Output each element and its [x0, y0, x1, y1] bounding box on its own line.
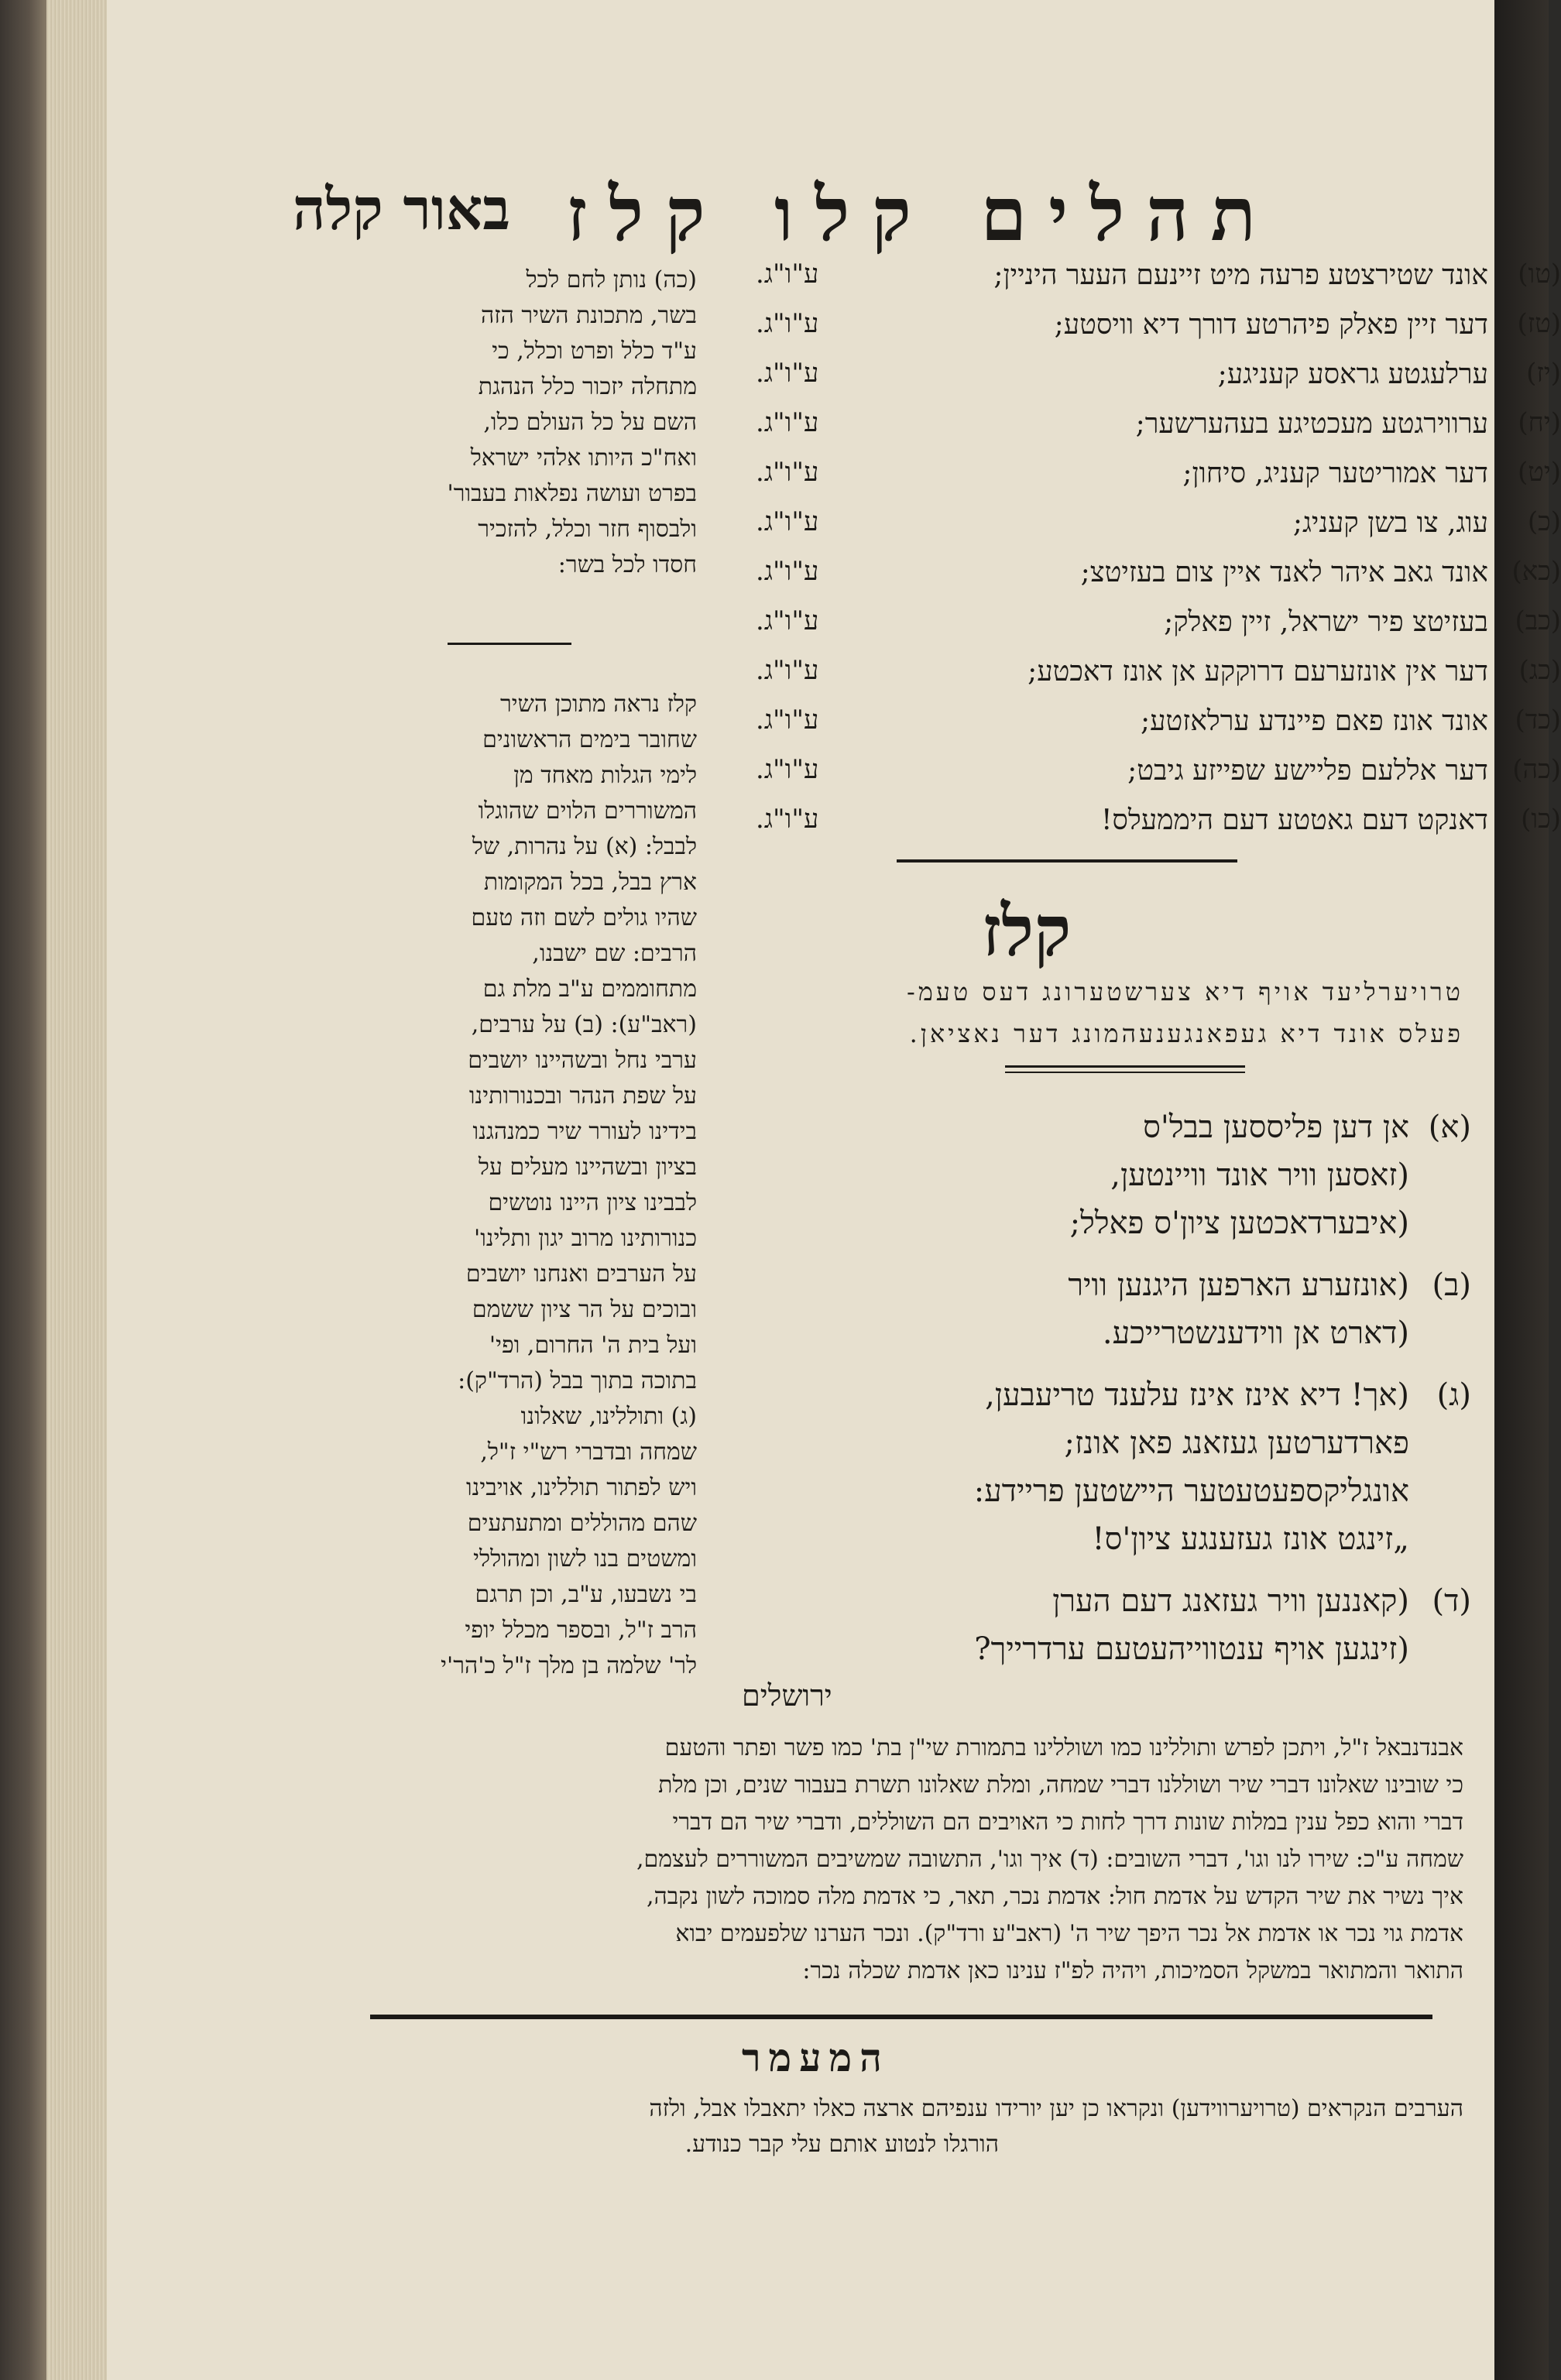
verse-row — [756, 506, 1561, 550]
commentary-footer-line: שמחה ע"כ: שירו לנו וגו', דברי השובים: (ד) איך וגו', התשובה שמשיבים המשוררים לעצמם, — [636, 1846, 1463, 1873]
commentary-line: בשר, מתכונת השיר הזה — [480, 302, 697, 329]
book-binding-edge — [0, 0, 48, 2380]
psalm-137-number: קלז — [982, 890, 1072, 972]
commentary-line: (כה) נותן לחם לכל — [526, 266, 697, 293]
commentary-line: ובוכים על הר ציון ששמם — [472, 1296, 697, 1323]
verse-row — [756, 556, 1561, 599]
verse-refrain: ע"ו"ג. — [756, 754, 819, 785]
verse-number: (טו) — [1518, 259, 1561, 290]
stanza-line: אן דען פליססען בבל'ס — [1143, 1109, 1409, 1145]
commentary-footer-line: כי שובינו שאלונו דברי שיר ושוללנו דברי שמחה, ומלת שאלונו תשרת בעבור שנים, וכן מלת — [658, 1771, 1463, 1799]
commentary-line: כנורותינו מרוב יגון ותלינו' — [473, 1225, 697, 1252]
verse-number: (כא) — [1511, 556, 1561, 587]
verse-text: אונד אונז פאם פיינדע ערלאזטע; — [1140, 705, 1488, 737]
verse-row — [756, 358, 1561, 401]
commentary-line: חסדו לכל בשר: — [558, 551, 697, 578]
verse-text: דער אמוריטער קעניג, סיחון; — [1182, 458, 1488, 489]
verse-text: אונד גאב איהר לאנד איין צום בעזיטצ; — [1080, 557, 1488, 588]
verse-text: דער זיין פאלק פיהרטע דורך דיא וויסטע; — [1054, 309, 1488, 341]
verse-refrain: ע"ו"ג. — [756, 804, 819, 835]
commentary-line: קלז נראה מתוכן השיר — [500, 691, 697, 718]
commentary-line: שהם מהוללים ומתעתעים — [467, 1510, 697, 1537]
scanned-page — [107, 0, 1561, 2380]
verse-number: (כו) — [1521, 804, 1561, 835]
stanza-line: „זינגט אונז געזענגע ציון'ס! — [1092, 1521, 1409, 1557]
verse-text: ערווירגטע מעכטיגע בעהערשער; — [1135, 408, 1488, 440]
double-rule-top — [1005, 1065, 1245, 1068]
verse-refrain: ע"ו"ג. — [756, 605, 819, 636]
stanza-number: (ג) — [1436, 1377, 1471, 1413]
commentary-line: בידינו לעורר שיר כמנהגנו — [472, 1118, 697, 1145]
commentary-line: שמחה ובדברי רש"י ז"ל, — [480, 1439, 697, 1466]
verse-number: (יט) — [1518, 457, 1561, 488]
commentary-line: (ראב"ע): (ב) על ערבים, — [471, 1011, 697, 1038]
verse-text: דער אין אונזערעם דרוקקע אן אונז דאכטע; — [1028, 656, 1488, 688]
page-title: תהלים קלו קלז — [566, 170, 1278, 258]
verse-row — [756, 754, 1561, 797]
verse-refrain: ע"ו"ג. — [756, 705, 819, 736]
commentary-line: ויש לפתור תוללינו, אויבינו — [465, 1474, 697, 1501]
stanza-number: (א) — [1428, 1109, 1471, 1145]
commentary-line: ע"ד כלל ופרט וכלל, כי — [492, 338, 697, 365]
verse-refrain: ע"ו"ג. — [756, 407, 819, 438]
commentary-line: (ג) ותוללינו, שאלונו — [520, 1403, 697, 1430]
verse-number: (כה) — [1512, 754, 1561, 785]
verse-row — [756, 705, 1561, 748]
psalm-137-subtitle-line1: טרויערליעד אויף דיא צערשטערונג דעס טעמ- — [907, 977, 1463, 1007]
stanza-line: (דארט אן ווידענשטרייכע. — [1102, 1315, 1409, 1351]
commentary-line: בתוכה בתוך בבל (הרד"ק): — [458, 1367, 697, 1394]
verse-number: (כ) — [1527, 506, 1561, 537]
commentary-footer-line: איך נשיר את שיר הקדש על אדמת חול: אדמת נכר, תאר, כי אדמת מלה סמוכה לשון נקבה, — [647, 1883, 1463, 1910]
commentary-line: על הערבים ואנחנו יושבים — [465, 1260, 697, 1288]
verse-refrain: ע"ו"ג. — [756, 506, 819, 537]
footnote-line: הורגלו לנטוע אותם עלי קבר כנודע. — [684, 2131, 999, 2158]
footnote-line: הערבים הנקראים (טרויערווידען) ונקראו כן יען יורידו ענפיהם ארצה כאלו יתאבלו אבל, ולזה — [649, 2095, 1463, 2122]
commentary-line: על שפת הנהר ובכנורותינו — [468, 1082, 697, 1109]
stanza-line: פארדערטען געזאנג פאן אונז; — [1064, 1425, 1409, 1461]
commentary-line: ומשטים בנו לשון ומהוללי — [473, 1545, 697, 1572]
verse-text: אונד שטירצטע פרעה מיט זיינעם העער היניין; — [993, 259, 1488, 291]
section-divider — [897, 859, 1237, 862]
commentary-line: ולבסוף חזר וכלל, להזכיר — [478, 516, 697, 543]
verse-refrain: ע"ו"ג. — [756, 358, 819, 389]
commentary-line: בפרט ועושה נפלאות בעבור' — [447, 480, 697, 507]
verse-refrain: ע"ו"ג. — [756, 457, 819, 488]
commentary-line: השם על כל העולם כלו, — [483, 409, 697, 436]
commentary-line: ערבי נחל ובשהיינו יושבים — [468, 1047, 697, 1074]
commentary-line: לר' שלמה בן מלך ז"ל כ'הר'י — [441, 1652, 697, 1679]
verse-refrain: ע"ו"ג. — [756, 556, 819, 587]
verse-number: (כג) — [1518, 655, 1561, 686]
commentary-divider — [448, 643, 571, 645]
commentary-title: באור קלה — [293, 177, 511, 243]
verse-number: (יז) — [1526, 358, 1561, 389]
verse-text: דאנקט דעם גאטטע דעם היממעלס! — [1100, 804, 1488, 836]
double-rule-bottom — [1005, 1072, 1245, 1073]
verse-number: (כב) — [1515, 605, 1561, 636]
stanza-line: (אך! דיא אינז אינז עלענד טריעבען, — [985, 1377, 1409, 1413]
verse-refrain: ע"ו"ג. — [756, 259, 819, 290]
commentary-line: הרבים: שם ישבנו, — [532, 940, 697, 967]
thick-divider — [370, 2015, 1432, 2019]
verse-row — [756, 457, 1561, 500]
verse-text: עוג, צו בשן קעניג; — [1292, 507, 1488, 539]
verse-refrain: ע"ו"ג. — [756, 655, 819, 686]
commentary-line: שהיו גולים לשם וזה טעם — [471, 904, 697, 931]
commentary-line: המשוררים הלוים שהוגלו — [478, 797, 697, 825]
stanza-line: (איבערדאכטען ציון'ס פאלל; — [1069, 1205, 1409, 1241]
verse-text: דער אללעם פליישע שפייזע גיבט; — [1127, 755, 1488, 787]
commentary-line: ארץ בבל, בכל המקומות — [483, 869, 697, 896]
verse-row — [756, 605, 1561, 649]
commentary-line: בי נשבעו, ע"ב, וכן תרגם — [475, 1581, 697, 1608]
stanza-line: (זינגען אויף ענטווייהעטעם ערדרייך? — [974, 1631, 1409, 1667]
verse-row — [756, 407, 1561, 451]
stanza-line: (קאננען וויר געזאנג דעם הערן — [1052, 1583, 1409, 1619]
commentary-footer-line: דברי והוא כפל ענין במלות שונות דרך לחות כי האויבים הם השוללים, ודברי שיר הם דברי — [672, 1809, 1463, 1836]
verse-number: (כד) — [1515, 705, 1561, 736]
footnote-title: המעמר — [742, 2035, 890, 2080]
verse-text: ערלעגטע גראסע קעניגע; — [1217, 358, 1488, 390]
stanza-line: (זאסען וויר אונד וויינטען, — [1110, 1157, 1409, 1193]
commentary-line: מתחוממים ע"ב מלת גם — [482, 976, 697, 1003]
stanza-number: (ד) — [1432, 1583, 1471, 1619]
commentary-footer-line: התואר והמתואר במשקל הסמיכות, ויהיה לפ"ז ענינו כאן אדמת שכלה נכר: — [802, 1957, 1463, 1984]
commentary-line: לבבל: (א) על נהרות, של — [472, 833, 697, 860]
verse-text: בעזיטצ פיר ישראל, זיין פאלק; — [1164, 606, 1488, 638]
verse-refrain: ע"ו"ג. — [756, 308, 819, 339]
commentary-line: מתחלה יזכור כלל הנהגת — [478, 373, 697, 400]
commentary-footer-line: אדמת גוי נכר או אדמת אל נכר היפך שיר ה' (ראב"ע ורד"ק). ונכר הערנו שלפעמים יבוא — [675, 1920, 1463, 1947]
commentary-line: בציון ובשהיינו מעלים על — [478, 1154, 697, 1181]
commentary-line: הרב ז"ל, ובספר מכלל יופי — [465, 1617, 697, 1644]
verse-row — [756, 259, 1561, 302]
commentary-line: ואח"כ היותו אלהי ישראל — [470, 444, 697, 472]
verse-row — [756, 655, 1561, 698]
verse-number: (יח) — [1518, 407, 1561, 438]
stanza-line: אונגליקספעטעטער היישטען פריידע: — [973, 1473, 1409, 1509]
signature-jerusalem: ירושלים — [742, 1679, 832, 1713]
commentary-line: ועל בית ה' החרום, ופי' — [489, 1332, 697, 1359]
page-stack-edge — [46, 0, 108, 2380]
psalm-137-subtitle-line2: פעלס אונד דיא געפאנגענעהמונג דער נאציאן. — [909, 1019, 1463, 1048]
verse-row — [756, 308, 1561, 352]
commentary-line: שחובר בימים הראשונים — [482, 726, 697, 753]
stanza-number: (ב) — [1432, 1267, 1471, 1303]
commentary-footer-line: אבנדנבאל ז"ל, ויתכן לפרש ותוללינו כמו ושוללינו בתמורת שי"ן בת' כמו פשר ופתר והטעם — [664, 1734, 1463, 1761]
commentary-line: לימי הגלות מאחד מן — [513, 762, 697, 789]
stanza-line: (אונזערע הארפען היגנען וויר — [1068, 1267, 1409, 1303]
verse-row — [756, 804, 1561, 847]
commentary-line: לבבינו ציון היינו נוטשים — [488, 1189, 697, 1216]
verse-number: (טז) — [1517, 308, 1561, 339]
